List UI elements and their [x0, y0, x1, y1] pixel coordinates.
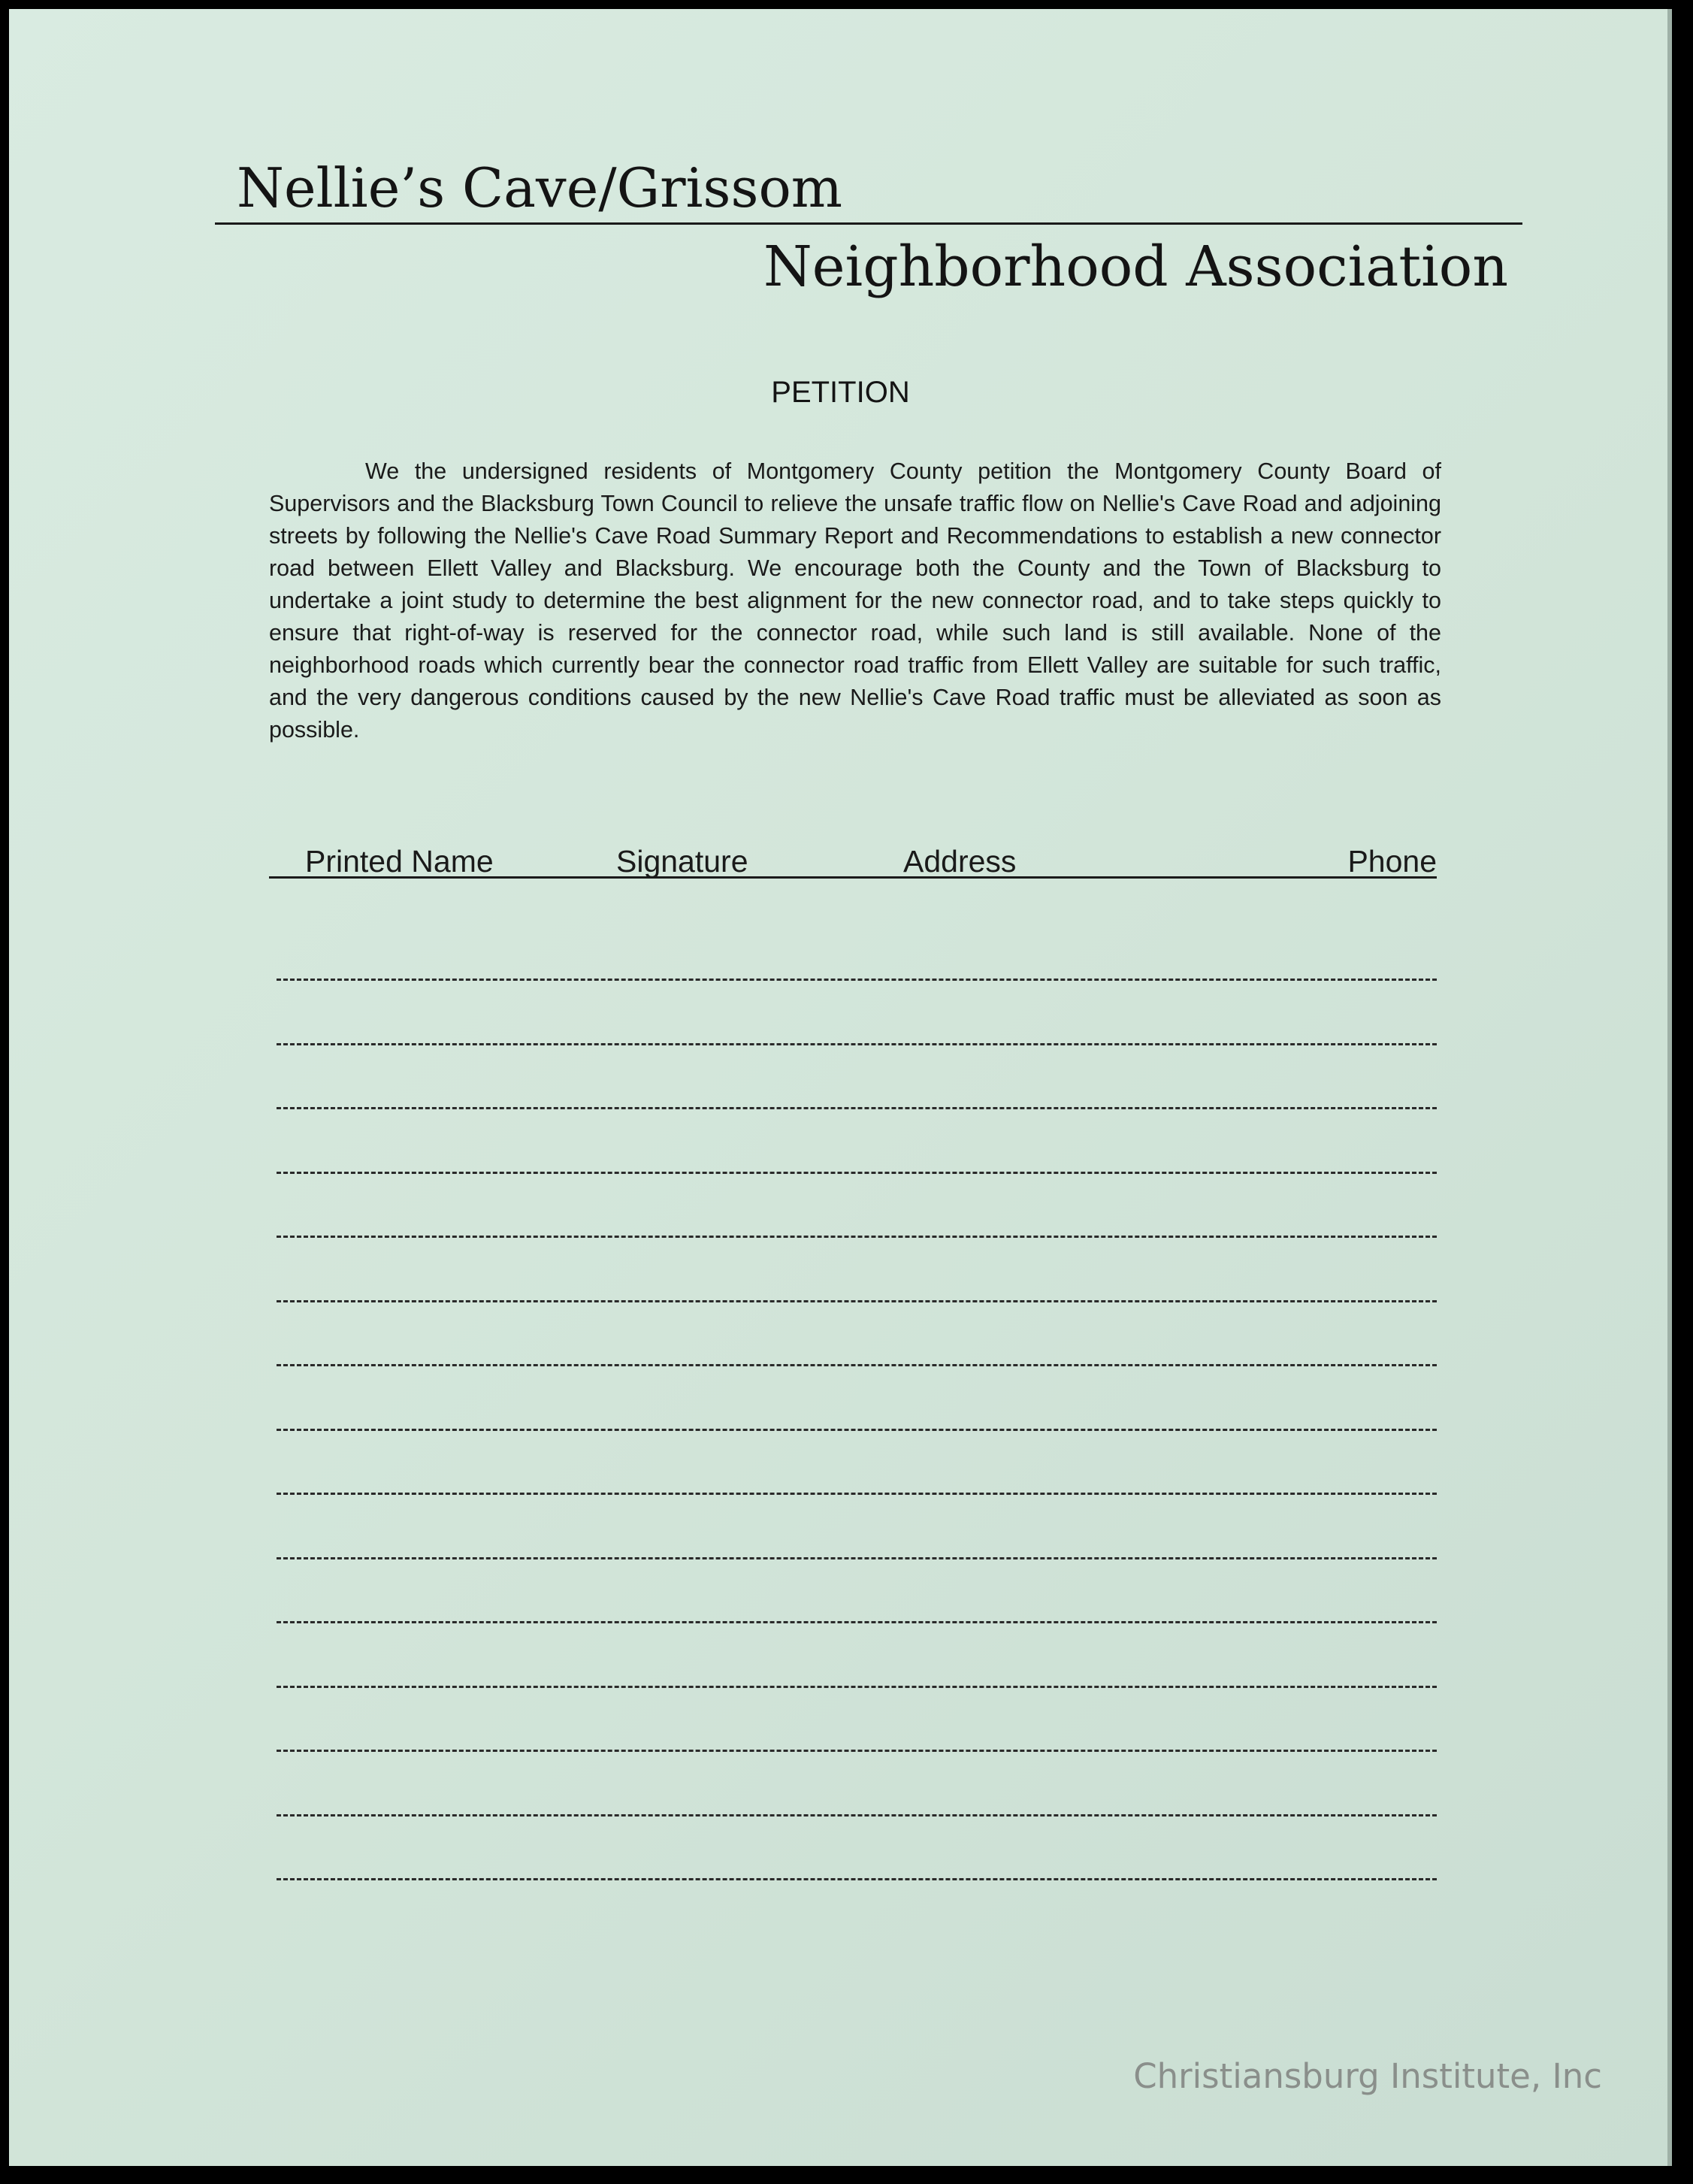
signature-line — [277, 1686, 1437, 1688]
organization-name-line1: Nellie’s Cave/Grissom — [237, 156, 843, 219]
signature-table-header — [269, 837, 1437, 879]
column-phone: Phone — [1347, 844, 1437, 879]
petition-title: PETITION — [771, 376, 910, 409]
column-address: Address — [903, 844, 1017, 879]
signature-line — [277, 1814, 1437, 1816]
signature-line — [277, 979, 1437, 981]
petition-text: We the undersigned residents of Montgomery County petition the Montgomery County Board of Supervisors and the Blacksburg Town Council to relieve the unsafe traffic flow on Nellie's Cave Road and adjoining streets by following the Nellie's Cave Road Summary Report and Recommendations to establish a new connector road between Ellett Valley and Blacksburg. We encourage both the County and the Town of Blacksburg to undertake a joint study to determine the best alignment for the new connector road, and to take steps quickly to ensure that right-of-way is reserved for the connector road, while such land is still available. None of the neighborhood roads which currently bear the connector road traffic from Ellett Valley are suitable for such traffic, and the very dangerous conditions caused by the new Nellie's Cave Road traffic must be alleviated as soon as possible. — [269, 458, 1441, 743]
signature-line — [277, 1043, 1437, 1045]
column-signature: Signature — [616, 844, 748, 879]
signature-line — [277, 1364, 1437, 1366]
watermark: Christiansburg Institute, Inc — [1133, 2056, 1602, 2096]
signature-line — [277, 1236, 1437, 1238]
organization-name-line2: Neighborhood Association — [763, 234, 1508, 299]
signature-line — [277, 1621, 1437, 1623]
signature-line — [277, 1557, 1437, 1559]
header-rule — [215, 222, 1522, 225]
signature-line — [277, 1107, 1437, 1109]
signature-line — [277, 1493, 1437, 1495]
signature-line — [277, 1750, 1437, 1752]
signature-line — [277, 1300, 1437, 1302]
petition-sheet — [9, 9, 1672, 2166]
signature-line — [277, 1429, 1437, 1431]
signature-line — [277, 1172, 1437, 1174]
signature-line — [277, 1878, 1437, 1880]
column-printed-name: Printed Name — [305, 844, 494, 879]
